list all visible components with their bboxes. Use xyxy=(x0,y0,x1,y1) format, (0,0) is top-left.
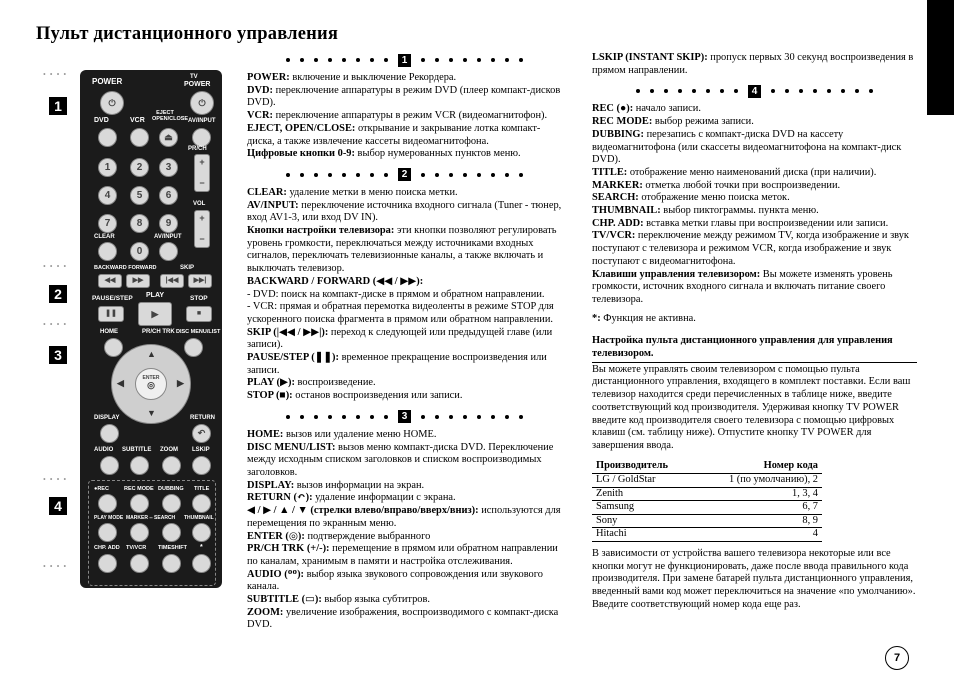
arrow-left-icon: ◀ xyxy=(117,378,124,388)
digit-7: 7 xyxy=(98,214,117,233)
play-mode-button xyxy=(98,523,117,542)
section-4-item-desc: начало записи. xyxy=(633,103,701,115)
section-1-item-desc: включение и выключение Рекордера. xyxy=(289,72,457,83)
section-3-item xyxy=(247,429,562,442)
section-badge-3: 3 xyxy=(49,346,67,364)
dubbing-label: DUBBING xyxy=(158,486,184,492)
section-1-item xyxy=(247,148,562,161)
digit-9: 9 xyxy=(159,214,178,233)
pr-ch-label: PR/CH xyxy=(188,146,207,152)
av-input2-label: AV/INPUT xyxy=(154,234,182,240)
guide-dots: • • • • xyxy=(43,70,68,79)
clear-button xyxy=(98,242,117,261)
section-2-item-term: SKIP (|◀◀ / ▶▶|): xyxy=(247,326,329,338)
timeshift-label: TIMESHIFT xyxy=(158,545,188,551)
section-4-item-term: REC MODE: xyxy=(592,116,653,128)
section-4-item xyxy=(592,129,917,167)
vol-label: VOL xyxy=(193,201,206,207)
section-2-item-term: CLEAR: xyxy=(247,186,287,198)
section-4-item-term: SEARCH: xyxy=(592,192,639,204)
chp-add-button xyxy=(98,554,117,573)
section-3-item xyxy=(247,594,562,607)
section-3-item-desc: вызов меню компакт-диска DVD. Переключение между исходным списком заголовков и списком воспроизводимых заголовков. xyxy=(247,441,554,478)
home-label: HOME xyxy=(100,329,118,335)
table-row xyxy=(592,528,822,542)
vol-rocker: + − xyxy=(194,210,210,248)
section-3-item xyxy=(247,505,562,530)
section-badge-2: 2 xyxy=(49,285,67,303)
section-4-item-desc: отображение меню наименований диска (при наличии). xyxy=(627,166,877,178)
skip-label: SKIP xyxy=(180,265,195,271)
section-4-item-desc: выбор пиктограммы. пункта меню. xyxy=(660,205,819,217)
section-4-item xyxy=(592,180,917,193)
section-2-item-desc: - DVD: поиск на компакт-диске в прямом и обратном направлении. xyxy=(247,288,545,300)
section-3-item xyxy=(247,607,562,632)
chapter-tab xyxy=(927,0,954,115)
lskip-label: LSKIP xyxy=(192,447,210,453)
section-3-item xyxy=(247,480,562,493)
thumbnail-button xyxy=(192,523,211,542)
tv-mark: TV xyxy=(190,74,198,80)
section-3-item-desc: вызов информации на экран. xyxy=(294,479,425,491)
section-4-item-desc: Вы можете изменять уровень громкости, источник входного сигнала и включать питание своего телевизора. xyxy=(592,268,893,305)
section-4-item xyxy=(592,205,917,218)
section-2-item xyxy=(247,301,562,326)
section-2-item-desc: временное прекращение воспроизведения или записи. xyxy=(247,352,547,376)
table-cell-maker: Zenith xyxy=(592,487,696,501)
section-3-item-term: DISPLAY: xyxy=(247,479,295,491)
section-2-item xyxy=(247,352,562,377)
guide-dots: • • • • xyxy=(43,320,68,329)
section-3-item-term: RETURN (↶): xyxy=(247,492,313,504)
remote-control-illustration xyxy=(80,70,222,588)
rec-button xyxy=(98,494,117,513)
section-badge-4: 4 xyxy=(49,497,67,515)
section-4-item xyxy=(592,230,917,268)
rec-mode-label: REC MODE xyxy=(124,486,154,492)
table-cell-code: 4 xyxy=(696,528,822,542)
section-4-item-desc: перезапись с компакт-диска DVD на кассету видеомагнитофона (или скассеты видеомагнитофона на компакт-диск DVD). xyxy=(592,128,902,166)
dvd-button xyxy=(98,128,117,147)
section-4-item-desc: отображение меню поиска меток. xyxy=(638,192,790,204)
section-1-item-term: DVD: xyxy=(247,84,273,96)
play-button: ▶ xyxy=(138,302,172,326)
subtitle-label: SUBTITLE xyxy=(122,447,152,453)
section-2-item-desc: переход к следующей или предыдущей главе (или записи). xyxy=(247,326,553,351)
tv-power-button: ⏻ xyxy=(190,91,214,115)
section-3-item-term: DISC MENU/LIST: xyxy=(247,441,336,453)
digit-8: 8 xyxy=(130,214,149,233)
rec-label: ●REC xyxy=(94,486,109,492)
section-4-item-term: THUMBNAIL: xyxy=(592,205,661,217)
guide-dots: • • • • xyxy=(43,562,68,571)
title-button xyxy=(192,494,211,513)
section-3-item-desc: удаление информации с экрана. xyxy=(312,492,456,504)
section-2-item xyxy=(247,225,562,276)
eject-button: ⏏ xyxy=(159,128,178,147)
return-label: RETURN xyxy=(190,415,215,421)
skip-back-button: |◀◀ xyxy=(160,274,184,288)
table-cell-maker: Samsung xyxy=(592,501,696,515)
section-3-item-term: PR/CH TRK (+/-): xyxy=(247,543,330,555)
section-3-item-term: ◀ / ▶ / ▲ / ▼ (стрелки влево/вправо/вверх/вниз): xyxy=(247,505,479,517)
section-2-item xyxy=(247,327,562,352)
section-2-item-term: AV/INPUT: xyxy=(247,199,299,211)
section-2-item xyxy=(247,200,562,225)
home-button xyxy=(104,338,123,357)
pause-button: ❚❚ xyxy=(98,306,124,322)
section-4-item-term: REC (●): xyxy=(592,103,634,115)
chp-add-label: CHP. ADD xyxy=(94,545,120,551)
section-3-item xyxy=(247,531,562,544)
title-label: TITLE xyxy=(194,486,210,492)
section-3-item-desc: подтверждение выбранного xyxy=(304,530,431,542)
av-input-label: AV/INPUT xyxy=(188,118,216,124)
digit-6: 6 xyxy=(159,186,178,205)
section-4-item xyxy=(592,167,917,180)
star-label: * xyxy=(200,544,203,551)
section-divider-4: 4 xyxy=(592,83,917,99)
disc-menu-label: DISC MENU/LIST xyxy=(176,329,221,335)
section-3-item-desc: перемещение в прямом или обратном направлении по каналам, хранимым в памяти и настройка отслеживания. xyxy=(247,543,558,567)
section-4-item-term: TITLE: xyxy=(592,166,628,178)
section-4-item xyxy=(592,192,917,205)
section-3-item-desc: выбор языка субтитров. xyxy=(321,594,430,606)
section-1-item xyxy=(247,123,562,148)
section-3-item-desc: вызов или удаление меню HOME. xyxy=(283,428,437,440)
section-2-item xyxy=(247,187,562,200)
dubbing-button xyxy=(162,494,181,513)
section-4-item-desc: отметка любой точки при воспроизведении. xyxy=(642,179,841,191)
section-1-text xyxy=(247,72,562,161)
section-3-item-desc: используются для перемещения по экранным меню. xyxy=(247,505,561,529)
section-2-item-term: PAUSE/STEP (❚❚): xyxy=(247,352,339,364)
digit-1: 1 xyxy=(98,158,117,177)
dvd-label: DVD xyxy=(94,117,109,124)
tv-vcr-label: TV/VCR xyxy=(126,545,147,551)
power-button: ⏻ xyxy=(100,91,124,115)
rec-mode-button xyxy=(130,494,149,513)
table-row xyxy=(592,514,822,528)
section-4-item-term: DUBBING: xyxy=(592,128,644,140)
display-button xyxy=(100,424,119,443)
section-4-item-term: Клавиши управления телевизором: xyxy=(592,268,761,280)
play-label: PLAY xyxy=(146,292,165,299)
lskip-desc: LSKIP (INSTANT SKIP): пропуск первых 30 секунд воспроизведения в прямом направлении. xyxy=(592,52,914,76)
skip-forward-button: ▶▶| xyxy=(188,274,212,288)
section-3-item-desc: выбор языка звукового сопровождения или звукового канала. xyxy=(247,568,543,593)
table-cell-code: 6, 7 xyxy=(696,501,822,515)
section-3-item xyxy=(247,492,562,505)
table-cell-code: 1 (по умолчанию), 2 xyxy=(696,474,822,488)
tv-vcr-button xyxy=(130,554,149,573)
section-1-item xyxy=(247,85,562,110)
section-1-item xyxy=(247,110,562,123)
section-3-item xyxy=(247,543,562,568)
zoom-button xyxy=(162,456,181,475)
section-1-item-term: Цифровые кнопки 0-9: xyxy=(247,148,355,160)
section-1-item-desc: открывание и закрывание лотка компакт-диска, а также извлечение кассеты видеомагнитофона. xyxy=(247,122,541,147)
timeshift-button xyxy=(162,554,181,573)
section-4-item-term: CHP. ADD: xyxy=(592,217,644,229)
digit-3: 3 xyxy=(159,158,178,177)
digit-2: 2 xyxy=(130,158,149,177)
closing-text: В зависимости от устройства вашего телевизора некоторые или все кнопки могут не функционировать, даже после ввода правильного кода производителя. При замене батарей пульта дистанционного управления, введенный вами код может переключиться на значение «по умолчанию». Введите соответствующий номер кода еще раз. xyxy=(592,547,916,610)
table-row xyxy=(592,487,822,501)
forward-button: ▶▶ xyxy=(126,274,150,288)
star-button xyxy=(192,554,211,573)
enter-label: ENTER xyxy=(142,375,160,381)
footnote: *: Функция не активна. xyxy=(592,312,696,324)
table-row xyxy=(592,474,822,488)
section-3-item-term: AUDIO (ᴼᴼ): xyxy=(247,568,304,580)
page-number: 7 xyxy=(885,646,909,670)
section-4-item-term: MARKER: xyxy=(592,179,643,191)
stop-label: STOP xyxy=(190,295,208,302)
section-4-text xyxy=(592,103,917,306)
section-3-text xyxy=(247,429,562,632)
section-2-item-desc: эти кнопки позволяют регулировать уровень громкости, переключаться между источниками входных сигналов, переключать телевизионные каналы, а также включать и выключать телевизор. xyxy=(247,225,557,275)
section-4-item-term: TV/VCR: xyxy=(592,230,636,242)
section-4-item xyxy=(592,103,917,116)
section-3-item-term: SUBTITLE (▭): xyxy=(247,594,322,606)
section-2-item-desc: удаление метки в меню поиска метки. xyxy=(286,186,458,198)
section-divider-1: 1 xyxy=(247,52,562,68)
pause-step-label: PAUSE/STEP xyxy=(92,295,133,302)
digit-5: 5 xyxy=(130,186,149,205)
enter-button: ENTER ◎ xyxy=(135,368,167,400)
search-button xyxy=(162,523,181,542)
section-2-item-desc: воспроизведение. xyxy=(294,377,376,389)
eject-label: EJECT OPEN/CLOSE xyxy=(152,110,189,122)
backward-button: ◀◀ xyxy=(98,274,122,288)
backward-forward-label: BACKWARD FORWARD xyxy=(94,265,157,271)
section-2-item xyxy=(247,377,562,390)
pr-ch-rocker: + − xyxy=(194,154,210,192)
section-2-item-desc: переключение источника входного сигнала (Tuner - тюнер, вход AV1-3, или вход DV IN). xyxy=(247,199,562,224)
section-2-item xyxy=(247,289,562,302)
section-1-item-term: EJECT, OPEN/CLOSE: xyxy=(247,122,356,134)
section-1-item-desc: выбор нумерованных пунктов меню. xyxy=(354,148,521,160)
marker-search-label: MARKER -- SEARCH xyxy=(126,515,176,521)
section-2-item-desc: - VCR: прямая и обратная перемотка видеоленты в режиме STOP для ускоренного поиска фрагмента в прямом или обратном направлении. xyxy=(247,301,554,325)
section-1-item-desc: переключение аппаратуры в режим VCR (видеомагнитофон). xyxy=(272,110,548,122)
section-2-item xyxy=(247,276,562,289)
section-2-text xyxy=(247,187,562,403)
table-cell-code: 1, 3, 4 xyxy=(696,487,822,501)
section-divider-3: 3 xyxy=(247,409,562,425)
section-2-item-term: Кнопки настройки телевизора: xyxy=(247,225,395,237)
return-button: ↶ xyxy=(192,424,211,443)
arrow-right-icon: ▶ xyxy=(177,378,184,388)
guide-dots: • • • • xyxy=(43,475,68,484)
section-3-item xyxy=(247,569,562,594)
table-header-maker: Производитель xyxy=(592,459,696,474)
section-3-item-desc: увеличение изображения, воспроизводимого с компакт-диска DVD. xyxy=(247,606,559,631)
section-2-item-term: BACKWARD / FORWARD (◀◀ / ▶▶): xyxy=(247,275,424,287)
section-1-item-term: VCR: xyxy=(247,110,273,122)
column-1 xyxy=(247,52,562,632)
section-1-item-desc: переключение аппаратуры в режим DVD (плеер компакт-дисков DVD). xyxy=(247,84,561,109)
column-2 xyxy=(592,52,917,611)
arrow-down-icon: ▼ xyxy=(147,408,156,418)
av-input2-button xyxy=(159,242,178,261)
table-header-code: Номер кода xyxy=(696,459,822,474)
section-4-item xyxy=(592,116,917,129)
table-cell-code: 8, 9 xyxy=(696,514,822,528)
disc-menu-button xyxy=(184,338,203,357)
stop-button: ■ xyxy=(186,306,212,322)
tv-code-table xyxy=(592,459,822,542)
guide-dots: • • • • xyxy=(43,262,68,271)
section-3-item-term: ENTER (◎): xyxy=(247,530,305,542)
section-4-item xyxy=(592,269,917,307)
audio-label: AUDIO xyxy=(94,447,114,453)
table-cell-maker: Hitachi xyxy=(592,528,696,542)
section-2-item-term: STOP (■): xyxy=(247,390,293,402)
power-label: POWER xyxy=(92,77,123,86)
arrow-up-icon: ▲ xyxy=(147,349,156,359)
section-4-item-desc: переключение между режимом TV, когда изображение и звук поступают с телевизора и режимом VCR, когда изображение и звук поступают с видеомагнитофона. xyxy=(592,230,909,267)
section-badge-1: 1 xyxy=(49,97,67,115)
section-4-item-desc: выбор режима записи. xyxy=(652,116,754,128)
subtitle-button xyxy=(130,456,149,475)
section-2-item-desc: останов воспроизведения или записи. xyxy=(292,390,463,402)
table-cell-maker: Sony xyxy=(592,514,696,528)
table-cell-maker: LG / GoldStar xyxy=(592,474,696,488)
section-3-item xyxy=(247,442,562,480)
zoom-label: ZOOM xyxy=(160,447,178,453)
table-row xyxy=(592,501,822,515)
lskip-button xyxy=(192,456,211,475)
setup-text: Вы можете управлять своим телевизором с помощью пульта дистанционного управления, входящего в комплект поставки. Если ваш телевизор находится среди перечисленных в таблице ниже, введите соответствующий код производителя. Удерживая кнопку TV POWER введите код производителя своего телевизора с помощью цифровых клавиш (см. таблицу ниже). Отпустите кнопку TV POWER для завершения ввода. xyxy=(592,363,911,451)
section-2-item xyxy=(247,390,562,403)
page-title: Пульт дистанционного управления xyxy=(36,24,339,44)
tv-power-label: POWER xyxy=(184,81,211,88)
display-label: DISPLAY xyxy=(94,415,120,421)
section-1-item xyxy=(247,72,562,85)
thumbnail-label: THUMBNAIL xyxy=(184,515,214,521)
section-4-item-desc: вставка метки главы при воспроизведении или записи. xyxy=(643,217,889,229)
digit-0: 0 xyxy=(130,242,149,261)
play-mode-label: PLAY MODE xyxy=(94,515,124,521)
setup-heading: Настройка пульта дистанционного управления для управления телевизором. xyxy=(592,335,917,362)
section-1-item-term: POWER: xyxy=(247,72,290,83)
audio-button xyxy=(100,456,119,475)
section-2-item-term: PLAY (▶): xyxy=(247,377,295,389)
marker-button xyxy=(130,523,149,542)
vcr-label: VCR xyxy=(130,117,145,124)
clear-label: CLEAR xyxy=(94,234,115,240)
section-3-item-term: ZOOM: xyxy=(247,606,284,618)
pr-ch-trk-label: PR/CH TRK xyxy=(142,329,175,335)
digit-4: 4 xyxy=(98,186,117,205)
section-4-item xyxy=(592,218,917,231)
vcr-button xyxy=(130,128,149,147)
section-divider-2: 2 xyxy=(247,167,562,183)
section-3-item-term: HOME: xyxy=(247,428,284,440)
